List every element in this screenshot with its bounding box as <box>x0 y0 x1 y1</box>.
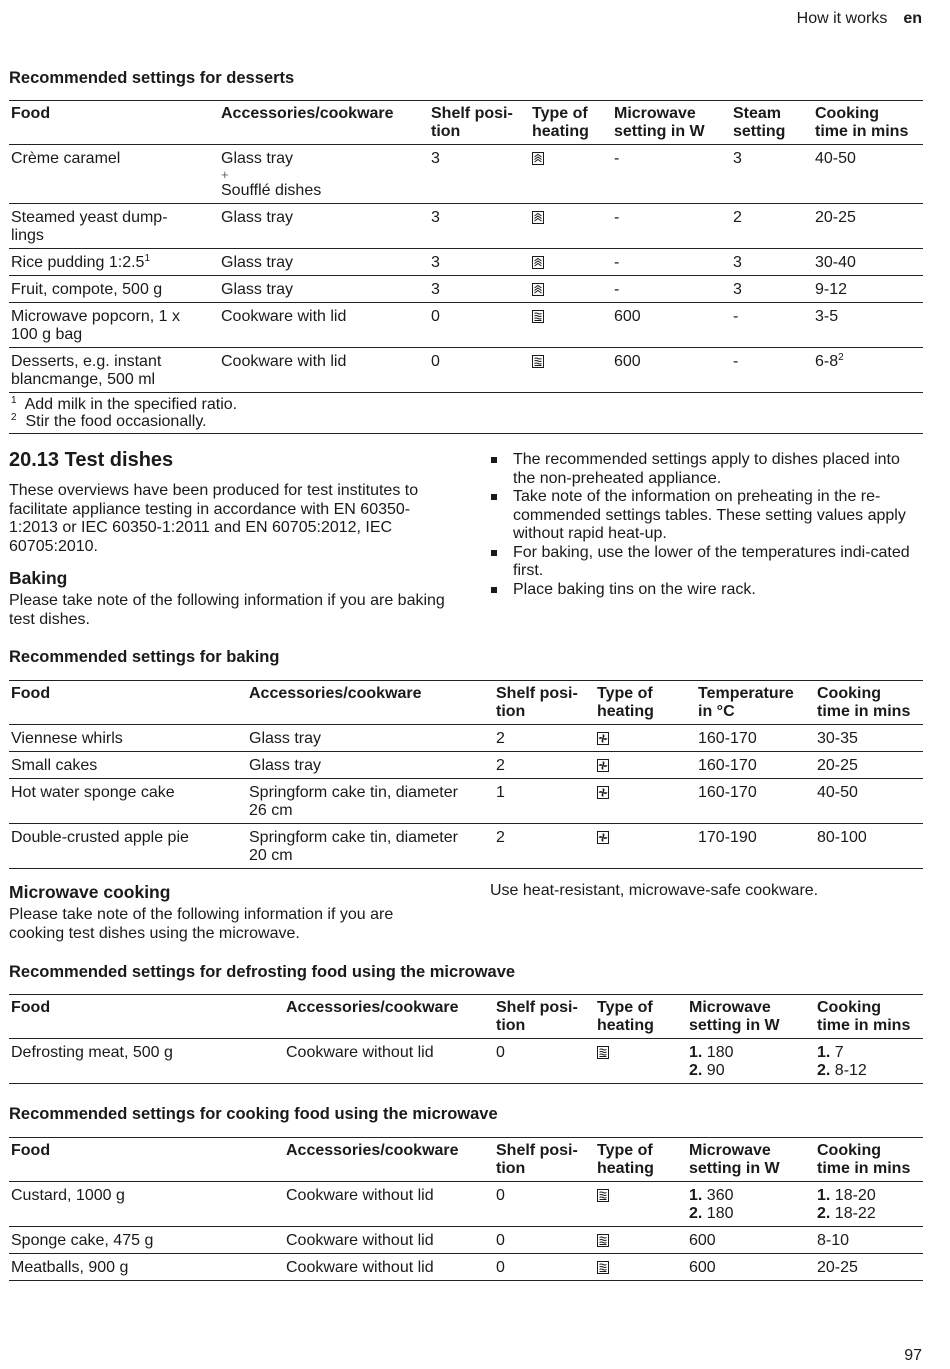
baking-paragraph: Please take note of the following information if you are baking test dishes. <box>9 592 445 628</box>
cell-heating <box>595 1254 687 1281</box>
table-row <box>9 1182 923 1227</box>
food-label: Rice pudding 1:2.5 <box>11 254 145 271</box>
cell-heating <box>530 303 612 348</box>
table-header-row <box>9 101 923 145</box>
cell-time: 40-50 <box>815 779 923 824</box>
footnote-ref: 2 <box>838 352 844 363</box>
cell-food <box>9 249 219 276</box>
cell-food: Crème caramel <box>9 145 219 204</box>
step-number: 2. <box>689 1062 703 1079</box>
col-shelf: Shelf posi- tion <box>429 101 530 145</box>
step-line <box>817 1205 921 1223</box>
cell-steam: 2 <box>731 204 813 249</box>
col-microwave: Microwave setting in W <box>612 101 731 145</box>
footnote-ref: 1 <box>144 253 150 264</box>
cell-shelf: 2 <box>494 824 595 869</box>
section-heading: 20.13 Test dishes <box>9 449 174 471</box>
cell-heating <box>595 725 696 752</box>
footnote-text: Stir the food occasionally. <box>25 413 207 430</box>
col-food: Food <box>9 995 284 1039</box>
table-row <box>9 1039 923 1084</box>
col-heating: Type of heating <box>595 995 687 1039</box>
microwave-icon <box>597 1189 609 1202</box>
defrost-table <box>9 994 923 1084</box>
footnote-number: 1 <box>11 395 17 406</box>
step-line <box>817 1044 921 1062</box>
table-row <box>9 1227 923 1254</box>
step-number: 1. <box>689 1187 703 1204</box>
col-temperature: Temperature in °C <box>696 681 815 725</box>
cell-accessories: Cookware with lid <box>219 303 429 348</box>
cell-microwave <box>687 1039 815 1084</box>
fan-icon <box>597 831 609 844</box>
cell-steam: - <box>731 303 813 348</box>
cell-microwave: - <box>612 204 731 249</box>
table-row <box>9 276 923 303</box>
fan-icon <box>597 732 609 745</box>
mwcook-table-title: Recommended settings for cooking food using the microwave <box>9 1105 498 1123</box>
step-number: 2. <box>817 1205 831 1222</box>
bullet-list <box>490 451 920 599</box>
cell-time: 3-5 <box>813 303 923 348</box>
cell-time <box>815 1182 923 1227</box>
accessory-line: Soufflé dishes <box>221 182 322 199</box>
cell-time: 30-40 <box>813 249 923 276</box>
cell-heating <box>595 1227 687 1254</box>
microwave-icon <box>597 1261 609 1274</box>
baking-table <box>9 680 923 869</box>
col-food: Food <box>9 101 219 145</box>
col-accessories: Accessories/cookware <box>284 1138 494 1182</box>
cell-heating <box>530 249 612 276</box>
col-heating: Type of heating <box>595 681 696 725</box>
cell-accessories: Cookware without lid <box>284 1182 494 1227</box>
cell-food: Small cakes <box>9 752 247 779</box>
cell-food: Microwave popcorn, 1 x 100 g bag <box>9 303 219 348</box>
cell-food: Fruit, compote, 500 g <box>9 276 219 303</box>
desserts-table-title: Recommended settings for desserts <box>9 69 295 87</box>
cell-accessories: Cookware without lid <box>284 1254 494 1281</box>
time-label: 6-8 <box>815 353 839 370</box>
step-value: 180 <box>706 1044 734 1061</box>
list-item: Place baking tins on the wire rack. <box>490 581 920 600</box>
microwave-icon <box>532 310 544 323</box>
cell-temperature: 170-190 <box>696 824 815 869</box>
cell-shelf: 2 <box>494 752 595 779</box>
cell-accessories: Cookware with lid <box>219 348 429 393</box>
cell-steam: 3 <box>731 145 813 204</box>
col-microwave: Microwave setting in W <box>687 1138 815 1182</box>
step-number: 1. <box>817 1044 831 1061</box>
cell-microwave: 600 <box>612 348 731 393</box>
col-time: Cooking time in mins <box>815 681 923 725</box>
list-item: For baking, use the lower of the temperatures indi-cated first. <box>490 544 920 581</box>
step-line <box>689 1044 813 1062</box>
step-value: 18-22 <box>834 1205 876 1222</box>
cell-shelf: 3 <box>429 204 530 249</box>
cell-accessories: Springform cake tin, diameter 20 cm <box>247 824 494 869</box>
cell-shelf: 1 <box>494 779 595 824</box>
table-row <box>9 348 923 393</box>
col-accessories: Accessories/cookware <box>284 995 494 1039</box>
mwcook-table <box>9 1137 923 1281</box>
step-number: 1. <box>689 1044 703 1061</box>
cell-steam: 3 <box>731 249 813 276</box>
steam-heating-icon <box>532 152 544 165</box>
plus-sign: + <box>221 167 229 182</box>
cell-time: 20-25 <box>813 204 923 249</box>
cell-heating <box>595 1039 687 1084</box>
cell-shelf: 0 <box>429 348 530 393</box>
cell-heating <box>595 752 696 779</box>
cell-food: Desserts, e.g. instant blancmange, 500 ml <box>9 348 219 393</box>
footnote <box>11 413 921 430</box>
step-value: 18-20 <box>834 1187 876 1204</box>
table-row <box>9 145 923 204</box>
accessory-line: Glass tray <box>221 150 294 167</box>
steam-heating-icon <box>532 211 544 224</box>
cell-microwave: 600 <box>687 1254 815 1281</box>
col-time: Cooking time in mins <box>813 101 923 145</box>
table-row <box>9 824 923 869</box>
footnote-number: 2 <box>11 412 17 423</box>
cell-heating <box>595 1182 687 1227</box>
cell-heating <box>595 824 696 869</box>
col-shelf: Shelf posi- tion <box>494 995 595 1039</box>
step-value: 90 <box>706 1062 725 1079</box>
microwave-icon <box>532 355 544 368</box>
microwave-note: Use heat-resistant, microwave-safe cookware. <box>490 882 819 899</box>
step-line <box>689 1062 813 1080</box>
step-number: 1. <box>817 1187 831 1204</box>
cell-temperature: 160-170 <box>696 779 815 824</box>
step-line <box>817 1062 921 1080</box>
microwave-heading: Microwave cooking <box>9 882 171 902</box>
steam-heating-icon <box>532 283 544 296</box>
col-time: Cooking time in mins <box>815 1138 923 1182</box>
cell-accessories: Glass tray <box>247 752 494 779</box>
cell-time: 20-25 <box>815 752 923 779</box>
cell-food: Defrosting meat, 500 g <box>9 1039 284 1084</box>
col-shelf: Shelf posi- tion <box>494 1138 595 1182</box>
list-item: Take note of the information on preheating in the re-commended settings tables. These setting values apply without rapid heat-up. <box>490 488 920 544</box>
cell-microwave: 600 <box>612 303 731 348</box>
cell-food: Hot water sponge cake <box>9 779 247 824</box>
table-row <box>9 752 923 779</box>
col-food: Food <box>9 1138 284 1182</box>
cell-microwave <box>687 1182 815 1227</box>
cell-time: 9-12 <box>813 276 923 303</box>
language-code: en <box>903 10 922 27</box>
fan-icon <box>597 786 609 799</box>
col-time: Cooking time in mins <box>815 995 923 1039</box>
step-value: 180 <box>706 1205 734 1222</box>
cell-microwave: - <box>612 249 731 276</box>
fan-icon <box>597 759 609 772</box>
page-number: 97 <box>904 1347 922 1364</box>
cell-heating <box>530 204 612 249</box>
cell-heating <box>595 779 696 824</box>
microwave-icon <box>597 1046 609 1059</box>
table-row <box>9 303 923 348</box>
cell-time <box>813 348 923 393</box>
cell-steam: - <box>731 348 813 393</box>
cell-food: Meatballs, 900 g <box>9 1254 284 1281</box>
step-line <box>817 1187 921 1205</box>
cell-heating <box>530 348 612 393</box>
cell-time: 40-50 <box>813 145 923 204</box>
cell-temperature: 160-170 <box>696 752 815 779</box>
cell-accessories: Glass tray <box>219 276 429 303</box>
cell-shelf: 0 <box>494 1039 595 1084</box>
cell-heating <box>530 145 612 204</box>
section-name: How it works <box>796 10 888 27</box>
cell-microwave: - <box>612 276 731 303</box>
baking-table-title: Recommended settings for baking <box>9 648 280 666</box>
table-header-row <box>9 995 923 1039</box>
cell-accessories: Glass tray <box>247 725 494 752</box>
cell-shelf: 0 <box>494 1227 595 1254</box>
step-number: 2. <box>689 1205 703 1222</box>
col-accessories: Accessories/cookware <box>219 101 429 145</box>
cell-shelf: 0 <box>494 1254 595 1281</box>
cell-time: 8-10 <box>815 1227 923 1254</box>
cell-time: 30-35 <box>815 725 923 752</box>
steam-heating-icon <box>532 256 544 269</box>
step-value: 8-12 <box>834 1062 867 1079</box>
cell-accessories <box>219 145 429 204</box>
step-line <box>689 1205 813 1223</box>
cell-food: Double-crusted apple pie <box>9 824 247 869</box>
table-row <box>9 779 923 824</box>
cell-shelf: 2 <box>494 725 595 752</box>
col-microwave: Microwave setting in W <box>687 995 815 1039</box>
cell-shelf: 0 <box>494 1182 595 1227</box>
cell-time: 80-100 <box>815 824 923 869</box>
table-row <box>9 725 923 752</box>
step-number: 2. <box>817 1062 831 1079</box>
cell-food: Viennese whirls <box>9 725 247 752</box>
cell-temperature: 160-170 <box>696 725 815 752</box>
cell-heating <box>530 276 612 303</box>
list-item: The recommended settings apply to dishes placed into the non-preheated appliance. <box>490 451 920 488</box>
cell-accessories: Glass tray <box>219 249 429 276</box>
cell-shelf: 3 <box>429 276 530 303</box>
col-heating: Type of heating <box>595 1138 687 1182</box>
cell-microwave: - <box>612 145 731 204</box>
cell-food: Steamed yeast dump- lings <box>9 204 219 249</box>
cell-accessories: Cookware without lid <box>284 1039 494 1084</box>
microwave-paragraph: Please take note of the following information if you are cooking test dishes using the microwave. <box>9 906 394 942</box>
cell-accessories: Springform cake tin, diameter 26 cm <box>247 779 494 824</box>
table-header-row <box>9 1138 923 1182</box>
table-row <box>9 1254 923 1281</box>
step-value: 7 <box>834 1044 844 1061</box>
intro-paragraph: These overviews have been produced for test institutes to facilitate appliance testing in accordance with EN 60350-1:2013 or IEC 60350-1:2011 and EN 60705:2012, IEC 60705:2010. <box>9 482 419 555</box>
defrost-table-title: Recommended settings for defrosting food using the microwave <box>9 963 516 981</box>
cell-accessories: Glass tray <box>219 204 429 249</box>
page-header <box>797 10 922 28</box>
table-row <box>9 249 923 276</box>
cell-shelf: 0 <box>429 303 530 348</box>
col-accessories: Accessories/cookware <box>247 681 494 725</box>
step-value: 360 <box>706 1187 734 1204</box>
footnote-text: Add milk in the specified ratio. <box>24 396 238 413</box>
col-steam: Steam setting <box>731 101 813 145</box>
cell-food: Custard, 1000 g <box>9 1182 284 1227</box>
baking-heading: Baking <box>9 568 68 588</box>
cell-food: Sponge cake, 475 g <box>9 1227 284 1254</box>
cell-accessories: Cookware without lid <box>284 1227 494 1254</box>
cell-microwave: 600 <box>687 1227 815 1254</box>
cell-time: 20-25 <box>815 1254 923 1281</box>
col-food: Food <box>9 681 247 725</box>
microwave-icon <box>597 1234 609 1247</box>
col-shelf: Shelf posi- tion <box>494 681 595 725</box>
table-row <box>9 204 923 249</box>
step-line <box>689 1187 813 1205</box>
cell-time <box>815 1039 923 1084</box>
col-heating: Type of heating <box>530 101 612 145</box>
table-header-row <box>9 681 923 725</box>
footnotes <box>9 393 923 434</box>
desserts-table <box>9 100 923 434</box>
cell-shelf: 3 <box>429 249 530 276</box>
footnotes-row <box>9 393 923 434</box>
cell-shelf: 3 <box>429 145 530 204</box>
cell-steam: 3 <box>731 276 813 303</box>
footnote <box>11 396 921 413</box>
